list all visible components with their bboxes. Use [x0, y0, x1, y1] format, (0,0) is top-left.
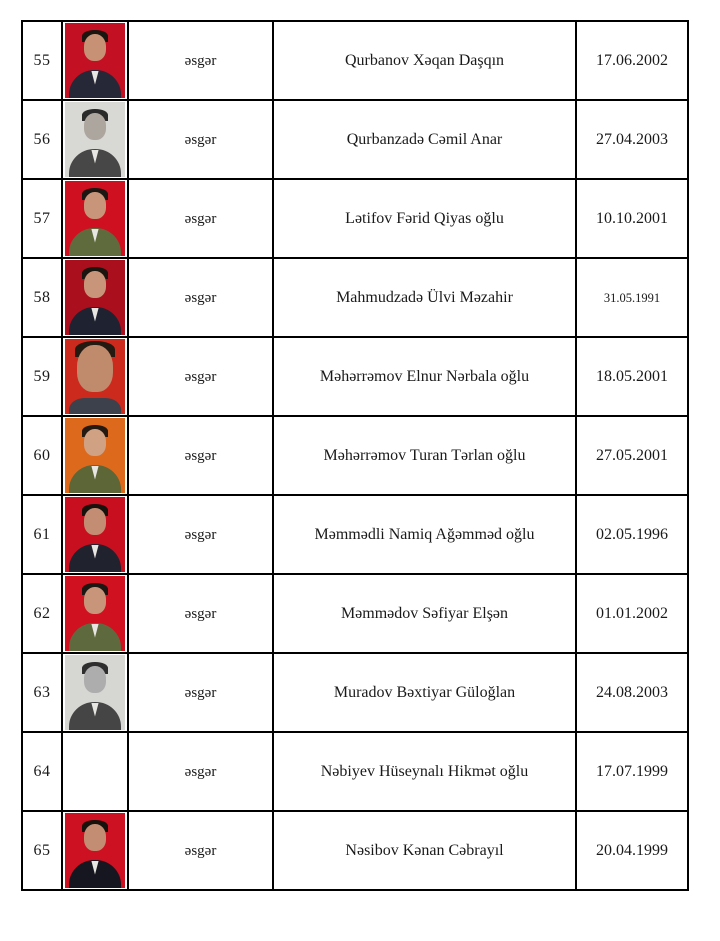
portrait-face: [84, 587, 107, 614]
full-name-label: Lətifov Fərid Qiyas oğlu: [345, 209, 504, 227]
row-number: 59: [33, 367, 51, 385]
photo-cell: [62, 21, 128, 100]
portrait-photo-grayscale-photo-dark-shirt: [65, 655, 125, 730]
row-number: 57: [33, 209, 51, 227]
rank-label: əsgər: [184, 842, 217, 859]
portrait-photo-color-photo-red-background-olive-green-uniform: [65, 576, 125, 651]
birth-date-label: 27.05.2001: [596, 446, 668, 464]
name-cell: [273, 416, 576, 495]
rank-label: əsgər: [184, 605, 217, 622]
table-row: [22, 495, 688, 574]
name-cell: [273, 811, 576, 890]
photo-cell: [62, 258, 128, 337]
row-number-cell: [22, 179, 62, 258]
full-name-label: Qurbanov Xəqan Daşqın: [344, 51, 505, 69]
portrait-photo-color-photo-red-background-black-uniform: [65, 497, 125, 572]
full-name-label: Muradov Bəxtiyar Güloğlan: [333, 683, 516, 701]
birth-date-label: 18.05.2001: [596, 367, 668, 385]
row-number: 58: [33, 288, 51, 306]
row-number-cell: [22, 100, 62, 179]
date-cell: [576, 100, 688, 179]
name-cell: [273, 732, 576, 811]
portrait-face: [84, 192, 107, 219]
portrait-face: [84, 666, 107, 693]
rank-cell: [128, 416, 273, 495]
row-number-cell: [22, 732, 62, 811]
birth-date-label: 17.06.2002: [596, 51, 668, 69]
full-name-label: Məhərrəmov Elnur Nərbala oğlu: [319, 367, 530, 385]
full-name-label: Mahmudzadə Ülvi Məzahir: [336, 288, 513, 306]
portrait-photo-color-photo-orange-background-olive-green-uniform: [65, 418, 125, 493]
date-cell: [576, 811, 688, 890]
row-number: 55: [33, 51, 51, 69]
portrait-face: [84, 113, 107, 140]
birth-date-label: 02.05.1996: [596, 525, 668, 543]
table-body: [22, 21, 688, 890]
rank-cell: [128, 574, 273, 653]
portrait-photo-color-photo-red-background-olive-green-uniform: [65, 181, 125, 256]
portrait-photo-color-photo-red-background-black-uniform: [65, 813, 125, 888]
name-cell: [273, 337, 576, 416]
table-row: [22, 416, 688, 495]
rank-label: əsgər: [184, 763, 217, 780]
full-name-label: Nəbiyev Hüseynalı Hikmət oğlu: [320, 762, 529, 780]
rank-label: əsgər: [184, 131, 217, 148]
birth-date-label: 24.08.2003: [596, 683, 668, 701]
full-name-label: Məhərrəmov Turan Tərlan oğlu: [323, 446, 526, 464]
row-number-cell: [22, 416, 62, 495]
row-number: 60: [33, 446, 51, 464]
rank-label: əsgər: [184, 368, 217, 385]
rank-cell: [128, 495, 273, 574]
row-number: 56: [33, 130, 51, 148]
portrait-face: [77, 345, 113, 392]
birth-date-label: 27.04.2003: [596, 130, 668, 148]
date-cell: [576, 574, 688, 653]
row-number: 63: [33, 683, 51, 701]
name-cell: [273, 653, 576, 732]
table-row: [22, 179, 688, 258]
birth-date-label: 20.04.1999: [596, 841, 668, 859]
portrait-face: [84, 271, 107, 298]
rank-cell: [128, 100, 273, 179]
rank-label: əsgər: [184, 210, 217, 227]
rank-cell: [128, 337, 273, 416]
table-row: [22, 258, 688, 337]
table-row: [22, 574, 688, 653]
date-cell: [576, 653, 688, 732]
photo-cell: [62, 337, 128, 416]
name-cell: [273, 179, 576, 258]
personnel-table: [21, 20, 689, 891]
date-cell: [576, 21, 688, 100]
photo-cell: [62, 653, 128, 732]
photo-cell: [62, 811, 128, 890]
date-cell: [576, 258, 688, 337]
table-row: [22, 653, 688, 732]
rank-label: əsgər: [184, 526, 217, 543]
rank-label: əsgər: [184, 447, 217, 464]
row-number-cell: [22, 653, 62, 732]
rank-label: əsgər: [184, 52, 217, 69]
name-cell: [273, 21, 576, 100]
portrait-face: [84, 429, 107, 456]
birth-date-label: 10.10.2001: [596, 209, 668, 227]
row-number-cell: [22, 21, 62, 100]
table-row: [22, 732, 688, 811]
rank-label: əsgər: [184, 684, 217, 701]
full-name-label: Məmmədli Namiq Ağəmməd oğlu: [314, 525, 535, 543]
full-name-label: Məmmədov Səfiyar Elşən: [340, 604, 509, 622]
row-number-cell: [22, 495, 62, 574]
rank-cell: [128, 653, 273, 732]
birth-date-label: 17.07.1999: [596, 762, 668, 780]
full-name-label: Nəsibov Kənan Cəbrayıl: [345, 841, 504, 859]
name-cell: [273, 258, 576, 337]
row-number-cell: [22, 337, 62, 416]
row-number: 65: [33, 841, 51, 859]
portrait-face: [84, 508, 107, 535]
birth-date-label: 31.05.1991: [603, 290, 661, 305]
name-cell: [273, 574, 576, 653]
name-cell: [273, 495, 576, 574]
portrait-face: [84, 34, 107, 61]
row-number-cell: [22, 258, 62, 337]
table-row: [22, 337, 688, 416]
photo-cell: [62, 100, 128, 179]
rank-cell: [128, 732, 273, 811]
date-cell: [576, 416, 688, 495]
date-cell: [576, 732, 688, 811]
date-cell: [576, 179, 688, 258]
date-cell: [576, 337, 688, 416]
table-row: [22, 811, 688, 890]
row-number: 64: [33, 762, 51, 780]
photo-cell: [62, 179, 128, 258]
portrait-photo-color-photo-red-background-face-closeup: [65, 339, 125, 414]
table-row: [22, 100, 688, 179]
row-number-cell: [22, 811, 62, 890]
portrait-photo-grayscale-photo-dark-shirt: [65, 102, 125, 177]
name-cell: [273, 100, 576, 179]
rank-cell: [128, 811, 273, 890]
date-cell: [576, 495, 688, 574]
row-number: 62: [33, 604, 51, 622]
table-row: [22, 21, 688, 100]
rank-cell: [128, 179, 273, 258]
photo-cell: [62, 574, 128, 653]
row-number-cell: [22, 574, 62, 653]
photo-cell: [62, 732, 128, 811]
birth-date-label: 01.01.2002: [596, 604, 668, 622]
portrait-photo-color-photo-red-background-dark-navy-uniform: [65, 23, 125, 98]
portrait-photo-color-photo-dark-red-background-dark-navy-uniform: [65, 260, 125, 335]
photo-cell: [62, 495, 128, 574]
full-name-label: Qurbanzadə Cəmil Anar: [346, 130, 503, 148]
portrait-face: [84, 824, 107, 851]
row-number: 61: [33, 525, 51, 543]
portrait-uniform: [69, 398, 122, 415]
photo-cell: [62, 416, 128, 495]
rank-cell: [128, 21, 273, 100]
rank-label: əsgər: [184, 289, 217, 306]
portrait-photo-no-photo: [65, 734, 125, 809]
rank-cell: [128, 258, 273, 337]
